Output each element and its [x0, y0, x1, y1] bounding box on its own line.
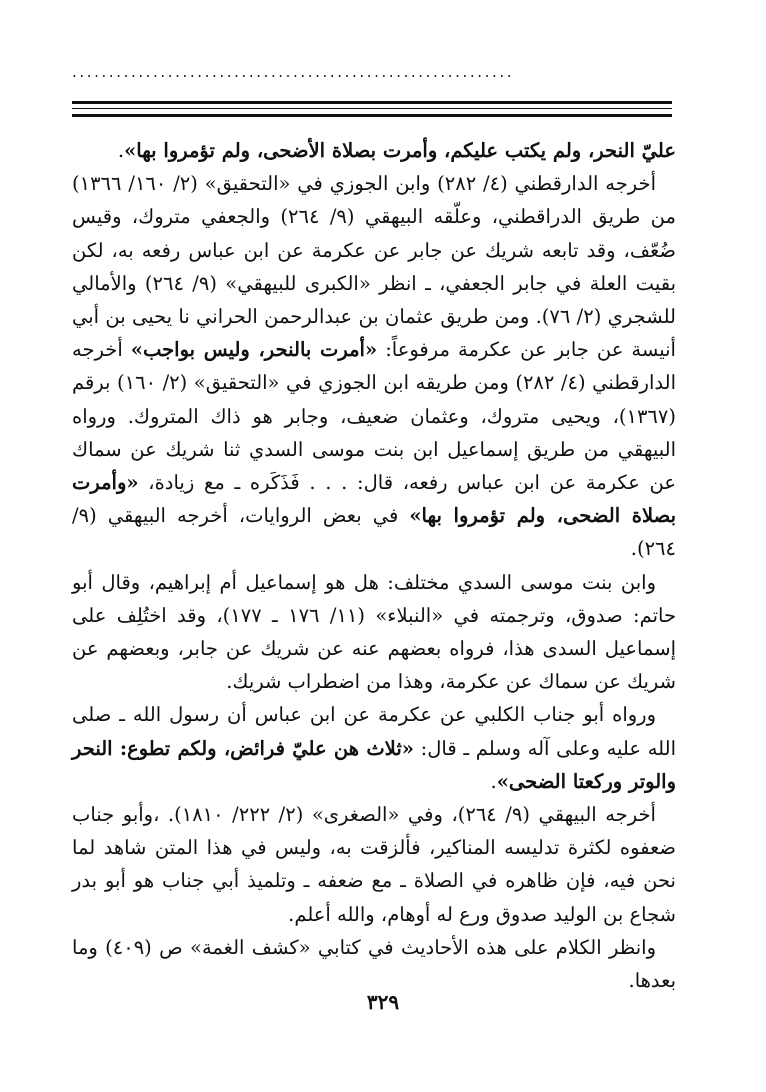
text-run: أخرجه البيهقي (٩/ ٢٦٤)، وفي «الصغرى» (٢/ ٢٢٢/ ١٨١٠). ،وأبو جناب ضعفوه لكثرة تدليسه المناكير، فألزقت به، وليس في هذا المتن شاهد لما نحن فيه، فإن ظاهره في الصلاة ـ مع ضعفه ـ وتلميذ أبي جناب هو أبو بدر شجاع بن الوليد صدوق ورع له أوهام، والله أعلم. [72, 803, 676, 926]
bold-hadith-text: «أمرت بالنحر، وليس بواجب» [130, 338, 378, 362]
paragraph [72, 167, 676, 565]
dotted-separator: ............................................................ [72, 64, 515, 80]
paragraph [72, 931, 676, 997]
bold-hadith-text: عليّ النحر، ولم يكتب عليكم، وأمرت بصلاة الأضحى، ولم تؤمروا بها» [124, 139, 676, 162]
paragraph [72, 798, 676, 931]
header-rule-thick [72, 101, 672, 104]
text-run: . [117, 139, 125, 162]
text-run: أخرجه الدارقطني (٤/ ٢٨٢) ومن طريقه ابن الجوزي في «التحقيق» (٢/ ١٦٠) برقم (١٣٦٧)، ويحيى متروك، وعثمان ضعيف، وجابر هو ذاك المتروك. ورواه البيهقي من طريق إسماعيل ابن بنت موسى السدي ثنا شريك عن سماك عن عكرمة عن ابن عباس رفعه، قال: . . . فَذَكَره ـ مع زيادة، [72, 338, 676, 495]
text-run: وابن بنت موسى السدي مختلف: هل هو إسماعيل أم إبراهيم، وقال أبو حاتم: صدوق، وترجمته في «النبلاء» (١١/ ١٧٦ ـ ١٧٧)، وقد اختُلِف على إسماعيل السدى هذا، فرواه بعضهم عنه عن شريك عن جابر، وبعضهم عن شريك عن سماك عن عكرمة، وهذا من اضطراب شريك. [72, 570, 676, 694]
paragraph [72, 698, 676, 798]
text-run: ورواه أبو جناب الكلبي عن عكرمة عن ابن عباس أن رسول الله ـ صلى الله عليه وعلى آله وسلم ـ قال: [72, 703, 676, 760]
text-run: . [490, 769, 497, 793]
text-run: أخرجه الدارقطني (٤/ ٢٨٢) وابن الجوزي في «التحقيق» (٢/ ١٦٠/ ١٣٦٦) من طريق الدراقطني، وعلّقه البيهقي (٩/ ٢٦٤) والجعفي متروك، وقيس ضُعّف، وقد تابعه شريك عن جابر عن عكرمة عن ابن عباس رفعه به، لكن بقيت العلة في جابر الجعفي، ـ انظر «الكبرى للبيهقي» (٩/ ٢٦٤) والأمالي للشجري (٢/ ٧٦). ومن طريق عثمان بن عبدالرحمن الحراني نا يحيى بن أبي أنيسة عن جابر عن عكرمة مرفوعاً: [72, 172, 677, 362]
header-rule-thick-lower [72, 114, 672, 117]
bold-hadith-text: «وأمرت بصلاة الضحى، ولم تؤمروا بها» [72, 471, 676, 528]
header-rule-thin [72, 108, 672, 109]
page-number: ٣٢٩ [366, 990, 400, 1014]
paragraph [72, 566, 676, 699]
bold-hadith-text: «ثلاث هن عليّ فرائض، ولكم تطوع: النحر والوتر وركعتا الضحى» [72, 736, 676, 793]
text-run: وانظر الكلام على هذه الأحاديث في كتابي «كشف الغمة» ص (٤٠٩) وما بعدها. [72, 935, 676, 993]
text-run: في بعض الروايات، أخرجه البيهقي (٩/ ٢٦٤). [72, 504, 676, 561]
paragraph [72, 134, 676, 167]
footnote-text [72, 134, 676, 997]
